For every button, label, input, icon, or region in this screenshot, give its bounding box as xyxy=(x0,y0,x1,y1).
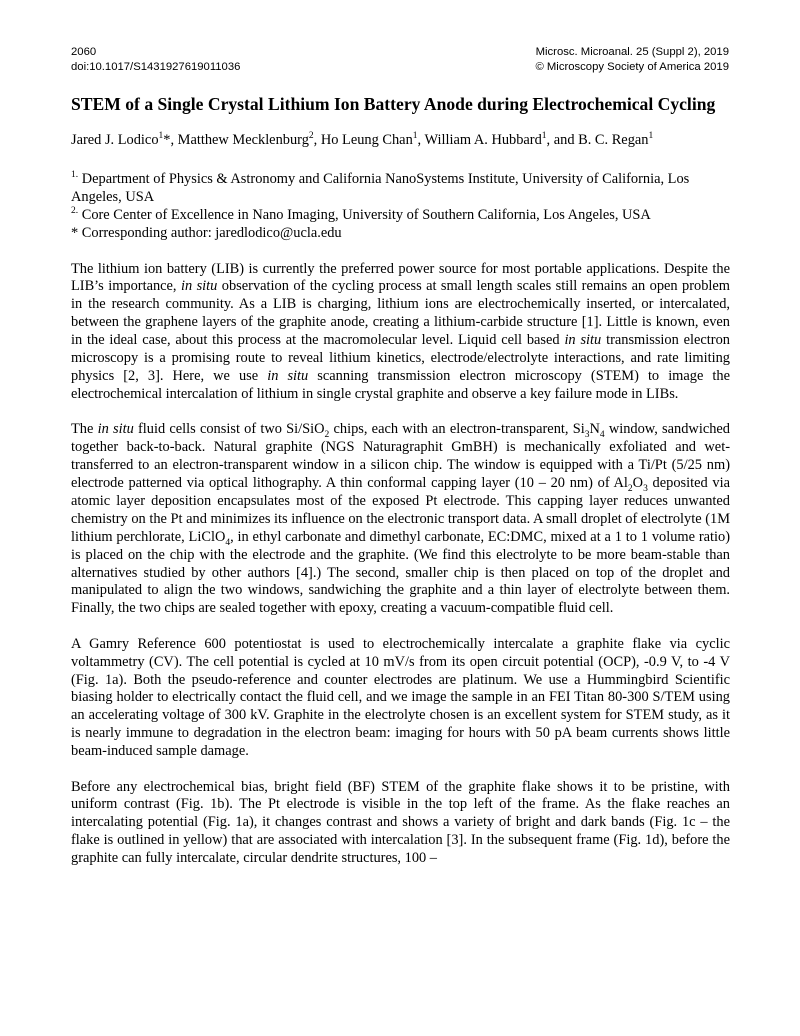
author-separator: *, xyxy=(163,132,178,148)
corresponding-author: * Corresponding author: jaredlodico@ucla.edu xyxy=(71,224,342,241)
affiliation-mark: 1. xyxy=(71,169,79,180)
italic-term: in situ xyxy=(267,367,309,384)
affiliation-text: Department of Physics & Astronomy and California NanoSystems Institute, University of California, Los Angeles, USA xyxy=(71,170,690,205)
doi: doi:10.1017/S1431927619011036 xyxy=(71,60,241,73)
paragraph-intro xyxy=(71,261,730,404)
italic-term: in situ xyxy=(564,332,602,349)
journal-citation: Microsc. Microanal. 25 (Suppl 2), 2019 xyxy=(535,46,729,58)
author-list xyxy=(71,132,730,150)
author-name: Jared J. Lodico xyxy=(71,132,159,148)
subscript: 3 xyxy=(643,483,648,494)
text-run: N xyxy=(589,421,600,438)
paper-title: STEM of a Single Crystal Lithium Ion Battery Anode during Electrochemical Cycling xyxy=(71,94,716,114)
article-body xyxy=(71,94,730,886)
author-separator: , and xyxy=(546,132,579,148)
header-right xyxy=(535,45,729,74)
author-name: William A. Hubbard xyxy=(424,132,542,148)
author-affiliation-mark: 1 xyxy=(158,131,164,142)
author-affiliation-mark: 1 xyxy=(541,131,547,142)
subscript: 3 xyxy=(584,430,590,441)
paragraph-results: Before any electrochemical bias, bright field (BF) STEM of the graphite flake shows it to be pristine, with uniform contrast (Fig. 1b). The Pt electrode is visible in the top left of the frame. As the flake reaches an intercalating potential (Fig. 1a), it changes contrast and shows a variety of bright and dark bands (Fig. 1c – the flake is outlined in yellow) that are associated with intercalation [3]. In the subsequent frame (Fig. 1d), before the graphite can fully intercalate, circular dendrite structures, 100 – xyxy=(71,778,730,867)
text-run: O xyxy=(632,474,644,491)
header-left xyxy=(71,45,240,74)
author-affiliation-mark: 2 xyxy=(308,131,314,142)
text-run: transmission electron microscopy is a promising route to reveal lithium kinetics, electrode/electrolyte interactions, and rate limiting physics [2, 3]. Here, we use xyxy=(71,332,730,384)
paragraph-methods-cell xyxy=(71,421,730,618)
author-separator: , xyxy=(313,132,321,148)
copyright-notice: © Microscopy Society of America 2019 xyxy=(535,60,729,73)
affiliations xyxy=(71,170,730,242)
affiliation-1 xyxy=(71,170,730,206)
text-run: scanning transmission electron microscopy (STEM) to image the electrochemical intercalation of lithium in single crystal graphite and observe a key failure mode in LIBs. xyxy=(71,367,730,402)
italic-term: in situ xyxy=(180,278,218,295)
author-affiliation-mark: 1 xyxy=(412,131,418,142)
text-run: fluid cells consist of two Si/SiO xyxy=(133,421,325,438)
author-affiliation-mark: 1 xyxy=(648,131,654,142)
text-run: The xyxy=(71,421,98,438)
author-separator: , xyxy=(417,132,425,148)
author-name: Matthew Mecklenburg xyxy=(177,132,309,148)
italic-term: in situ xyxy=(97,421,134,438)
text-run: , in ethyl carbonate and dimethyl carbonate, EC:DMC, mixed at a 1 to 1 volume ratio) is placed on the chip with the electrode and the graphite. (We find this electrolyte to be more beam-stable than alternatives studied by other authors [4].) The second, smaller chip is then placed on top of the droplet and manipulated to align the two windows, sandwiching the graphite and a thin layer of electrolyte between them. Finally, the two chips are sealed together with epoxy, creating a vacuum-compatible fluid cell. xyxy=(71,528,730,617)
subscript: 4 xyxy=(599,430,605,441)
paragraph-methods-cv: A Gamry Reference 600 potentiostat is used to electrochemically intercalate a graphite flake via cyclic voltammetry (CV). The cell potential is cycled at 10 mV/s from its open circuit potential (OCP), -0.9 V, to -4 V (Fig. 1a). Both the pseudo-reference and counter electrodes are platinum. We use a Hummingbird Scientific biasing holder to electrically contact the fluid cell, and we image the sample in an FEI Titan 80-300 S/TEM using an accelerating voltage of 300 kV. Graphite in the electrolyte chosen is an excellent system for STEM study, as it is nearly immune to degradation in the electron beam: imaging for hours with 50 pA beam currents shows little beam-induced sample damage. xyxy=(71,635,730,760)
subscript: 2 xyxy=(627,483,633,494)
author-name: B. C. Regan xyxy=(578,132,649,148)
page-number: 2060 xyxy=(71,46,97,58)
text-run: chips, each with an electron-transparent, Si xyxy=(329,421,585,438)
affiliation-text: Core Center of Excellence in Nano Imaging, University of Southern California, Los Angeles, USA xyxy=(78,206,651,223)
author-name: Ho Leung Chan xyxy=(320,132,413,148)
text-run: window, sandwiched together back-to-back. Natural graphite (NGS Naturagraphit GmBH) is mechanically exfoliated and wet-transferred to an electron-transparent window in a silicon chip. The window is equipped with a Ti/Pt (5/25 nm) electrode patterned via optical lithography. A thin conformal capping layer (10 – 20 nm) of Al xyxy=(71,421,730,491)
text-run: The lithium ion battery (LIB) is currently the preferred power source for most portable applications. Despite the LIB’s importance, xyxy=(71,260,730,295)
subscript: 4 xyxy=(225,537,231,548)
text-run: observation of the cycling process at small length scales still remains an open problem in the research community. As a LIB is charging, lithium ions are electrochemically inserted, or intercalated, between the graphene layers of the graphite anode, creating a lithium-carbide structure [1]. Little is known, even in the ideal case, about this process at the macromolecular level. Liquid cell based xyxy=(71,278,730,349)
subscript: 2 xyxy=(324,430,330,441)
text-run: deposited via atomic layer deposition encapsulates most of the exposed Pt electrode. This capping layer reduces unwanted chemistry on the Pt and minimizes its influence on the electronic transport data. A small droplet of electrolyte (1M lithium perchlorate, LiClO xyxy=(71,474,730,545)
affiliation-mark: 2. xyxy=(71,205,79,216)
affiliation-2 xyxy=(71,206,730,224)
